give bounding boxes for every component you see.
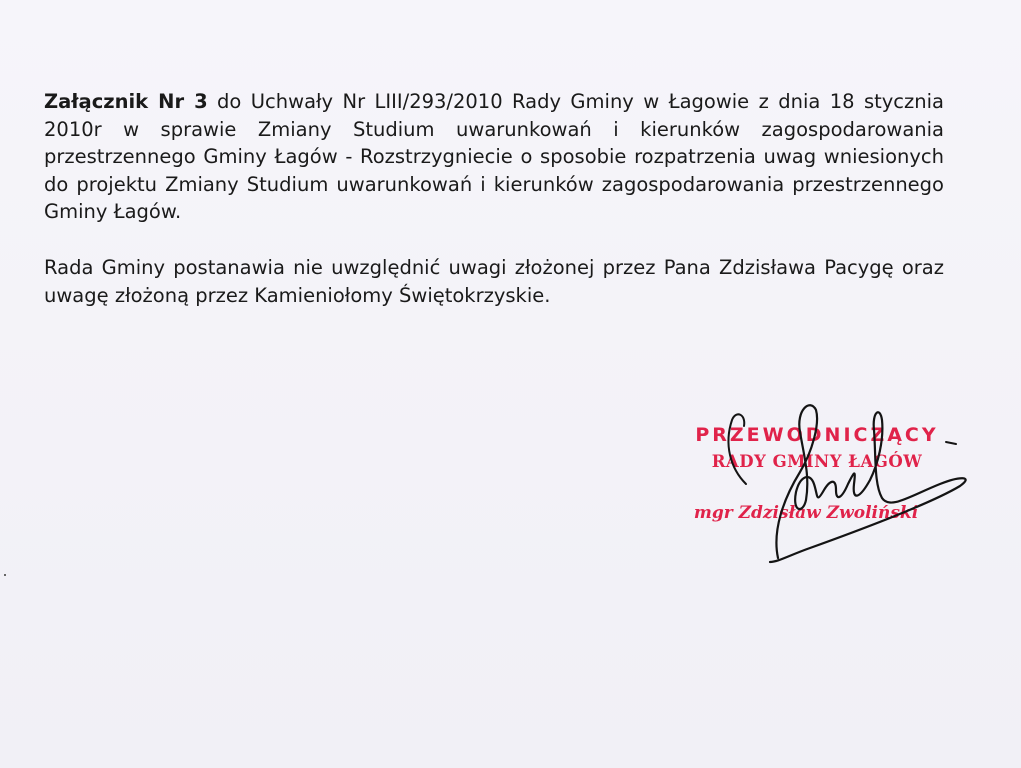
stamp-name: mgr Zdzisław Zwoliński (693, 503, 919, 523)
scan-speck (4, 574, 6, 576)
handwritten-signature (660, 380, 990, 580)
decision-paragraph: Rada Gminy postanawia nie uwzględnić uwagi złożonej przez Pana Zdzisława Pacygę oraz uwagę złożoną przez Kamieniołomy Świętokrzyskie. (44, 256, 944, 307)
stamp-council: RADY GMINY ŁAGÓW (711, 452, 923, 471)
annex-description: do Uchwały Nr LIII/293/2010 Rady Gminy w Łagowie z dnia 18 stycznia 2010r w sprawie Zmiany Studium uwarunkowań i kierunków zagospodarowania przestrzennego Gminy Łagów - Rozstrzygniecie o sposobie rozpatrzenia uwag wniesionych do projektu Zmiany Studium uwarunkowań i kierunków zagospodarowania przestrzennego Gminy Łagów. (44, 90, 944, 223)
annex-number: Załącznik Nr 3 (44, 90, 208, 113)
annex-heading-paragraph (44, 88, 944, 226)
stamp-title: PRZEWODNICZĄCY (695, 424, 939, 446)
